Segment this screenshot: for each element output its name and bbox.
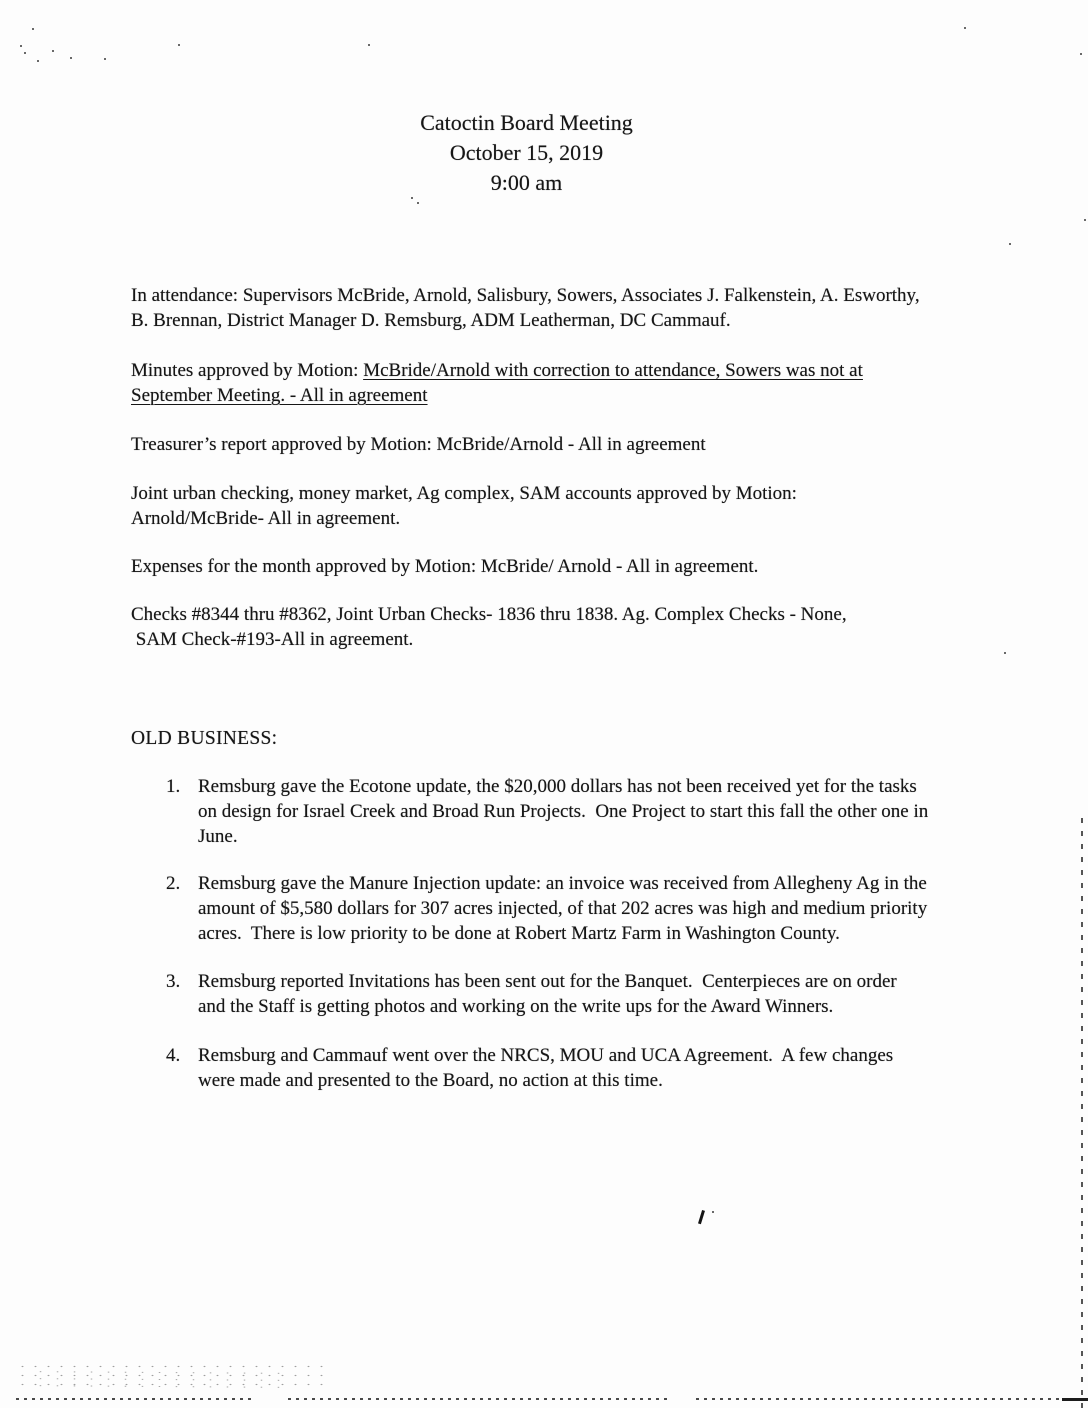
list-item-line: Remsburg reported Invitations has been sent out for the Banquet. Centerpieces are on order [198, 971, 897, 992]
scan-noise-cluster [32, 1368, 288, 1391]
list-item-number: 3. [166, 971, 181, 992]
scan-speck [70, 57, 72, 59]
list-item-text [198, 1043, 1068, 1093]
checks-line: SAM Check-#193-All in agreement. [131, 629, 414, 650]
treasurer-motion-line: Treasurer’s report approved by Motion: McBride/Arnold - All in agreement [131, 434, 706, 455]
scan-speck [964, 27, 966, 29]
minutes-motion-line [131, 383, 1071, 408]
list-item-line: were made and presented to the Board, no action at this time. [198, 1070, 663, 1091]
attendance-line: In attendance: Supervisors McBride, Arnold, Salisbury, Sowers, Associates J. Falkenstein, A. Esworthy, [131, 285, 920, 306]
old-business-item-2 [166, 871, 1068, 946]
title-date: October 15, 2019 [449, 140, 604, 165]
list-item-line: Remsburg gave the Manure Injection update: an invoice was received from Allegheny Ag in the [198, 873, 927, 894]
list-item-text [198, 969, 1068, 1019]
title-time: 9:00 am [490, 170, 563, 195]
scan-speck [20, 45, 22, 47]
expenses-motion-paragraph [131, 554, 1071, 579]
scan-speck [1084, 219, 1086, 221]
minutes-motion-underlined: McBride/Arnold with correction to attendance, Sowers was not at [363, 360, 863, 381]
scan-slash-mark [698, 1210, 704, 1224]
list-item-text [198, 774, 1068, 849]
list-item-line: on design for Israel Creek and Broad Run Projects. One Project to start this fall the other one in [198, 801, 929, 822]
scan-speck [24, 52, 26, 54]
old-business-item-1 [166, 774, 1068, 849]
scan-bottom-edge-line [16, 1398, 1078, 1400]
old-business-item-4 [166, 1043, 1068, 1093]
attendance-line: B. Brennan, District Manager D. Remsburg, ADM Leatherman, DC Cammauf. [131, 310, 731, 331]
list-item-line: Remsburg gave the Ecotone update, the $20,000 dollars has not been received yet for the tasks [198, 776, 917, 797]
document-title [0, 108, 1053, 198]
list-item-number: 4. [166, 1045, 181, 1066]
attendance-paragraph [131, 283, 1071, 333]
minutes-motion-prefix: Minutes approved by Motion: [131, 360, 364, 381]
scan-line-gap [668, 1396, 694, 1402]
minutes-motion-paragraph [131, 358, 1071, 408]
list-item-line: Remsburg and Cammauf went over the NRCS, MOU and UCA Agreement. A few changes [198, 1045, 894, 1066]
scan-speck [32, 28, 34, 30]
scan-speck [368, 44, 370, 46]
scan-speck [411, 197, 413, 199]
list-item-number: 1. [166, 776, 181, 797]
minutes-motion-line [131, 358, 1071, 383]
scan-speck [712, 1211, 714, 1213]
accounts-motion-paragraph [131, 481, 1071, 531]
treasurer-motion-paragraph [131, 432, 1071, 457]
scan-speck [104, 58, 106, 60]
title-meeting-name: Catoctin Board Meeting [420, 110, 633, 135]
scan-speck [1004, 652, 1006, 654]
scan-right-edge-line [1081, 818, 1083, 1408]
old-business-heading: OLD BUSINESS: [131, 728, 278, 749]
checks-line: Checks #8344 thru #8362, Joint Urban Checks- 1836 thru 1838. Ag. Complex Checks - None, [131, 604, 847, 625]
minutes-motion-underlined: September Meeting. - All in agreement [131, 385, 428, 406]
scan-bottom-edge-solid [1062, 1398, 1088, 1401]
scan-speck [37, 60, 39, 62]
scan-line-gap [256, 1396, 286, 1402]
accounts-motion-line: Joint urban checking, money market, Ag complex, SAM accounts approved by Motion: [131, 483, 797, 504]
scan-speck [417, 202, 419, 204]
scan-speck [52, 50, 54, 52]
list-item-line: acres. There is low priority to be done at Robert Martz Farm in Washington County. [198, 923, 840, 944]
list-item-line: amount of $5,580 dollars for 307 acres injected, of that 202 acres was high and medium priority [198, 898, 928, 919]
list-item-line: and the Staff is getting photos and working on the write ups for the Award Winners. [198, 996, 834, 1017]
expenses-motion-line: Expenses for the month approved by Motion: McBride/ Arnold - All in agreement. [131, 556, 759, 577]
old-business-item-3 [166, 969, 1068, 1019]
list-item-line: June. [198, 826, 238, 847]
list-item-text [198, 871, 1068, 946]
scan-speck [1080, 53, 1082, 55]
checks-paragraph [131, 602, 1071, 652]
scan-speck [178, 44, 180, 46]
list-item-number: 2. [166, 873, 181, 894]
accounts-motion-line: Arnold/McBride- All in agreement. [131, 508, 401, 529]
scan-speck [1009, 243, 1011, 245]
